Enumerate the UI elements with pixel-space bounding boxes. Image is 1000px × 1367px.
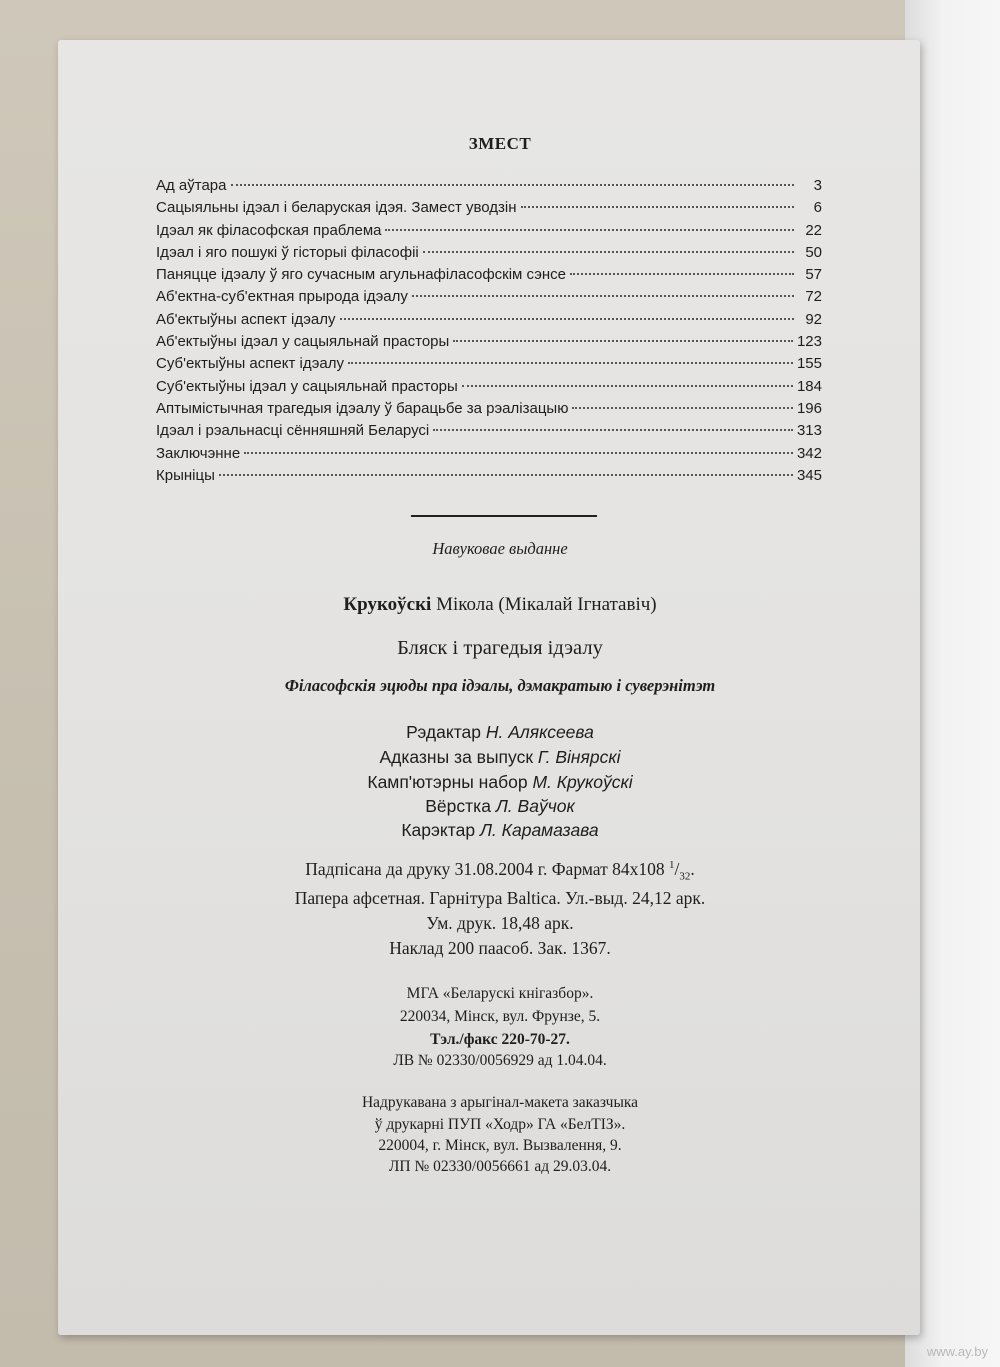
toc-entry-title: Аптымістычная трагедыя ідэалу ў барацьбе за рэалізацыю [156, 399, 569, 417]
credit-role: Адказны за выпуск [379, 747, 533, 767]
credit-responsible [0, 747, 1000, 768]
toc-entry [156, 333, 822, 355]
author-line [0, 594, 1000, 616]
credit-name: Л. Карамазава [479, 820, 599, 840]
toc-entry [156, 400, 822, 422]
toc-leader [231, 184, 795, 186]
toc-leader [453, 340, 793, 342]
toc-entry-page: 22 [805, 221, 822, 239]
toc-entry [156, 288, 822, 310]
toc-entry-page: 342 [796, 444, 822, 462]
imprint-sheets: Ум. друк. 18,48 арк. [426, 913, 574, 933]
toc-entry [156, 467, 822, 489]
toc-leader [462, 385, 793, 387]
toc-entry-title: Аб'ектыўны аспект ідэалу [156, 310, 336, 328]
toc-leader [412, 295, 794, 297]
format-denominator: 32 [679, 870, 691, 883]
toc-leader [570, 273, 794, 275]
format-end: . [690, 859, 695, 879]
printer-line-3: 220004, г. Мінск, вул. Вызвалення, 9. [378, 1137, 622, 1154]
toc-leader [423, 251, 794, 253]
toc-entry-page: 3 [813, 177, 822, 194]
toc-entry-title: Паняцце ідэалу ў яго сучасным агульнафіласофскім сэнсе [156, 266, 566, 284]
toc-entry-page: 184 [796, 377, 822, 395]
site-watermark: www.ay.by [926, 1344, 988, 1359]
credit-role: Рэдактар [406, 722, 481, 742]
toc-entry-page: 313 [796, 422, 822, 440]
toc-entry [156, 266, 822, 288]
credit-editor [0, 722, 1000, 743]
toc-leader [385, 229, 794, 231]
imprint-circulation: Наклад 200 паасоб. Зак. 1367. [389, 938, 611, 958]
toc-entry-title: Крыніцы [156, 466, 215, 484]
toc-entry-title: Ідэал і рэальнасці сённяшняй Беларусі [156, 422, 430, 440]
toc-entry-page: 123 [796, 333, 822, 351]
credit-layout [0, 796, 1000, 817]
toc-entry-title: Суб'ектыўны ідэал у сацыяльнай прасторы [156, 377, 458, 395]
toc-leader [340, 318, 795, 320]
credit-name: Г. Вінярскі [537, 747, 621, 767]
credit-role: Карэктар [401, 820, 476, 840]
toc-entry-page: 57 [805, 266, 822, 284]
credit-role: Камп'ютэрны набор [367, 772, 528, 792]
table-of-contents [156, 177, 822, 489]
toc-entry-page: 155 [796, 355, 822, 373]
toc-entry-title: Суб'ектыўны аспект ідэалу [156, 355, 344, 373]
toc-entry-title: Аб'ектна-суб'ектная прырода ідэалу [156, 288, 408, 306]
publisher-license: ЛВ № 02330/0056929 ад 1.04.04. [393, 1052, 607, 1069]
imprint-signed-text: Падпісана да друку 31.08.2004 г. Фармат 84x108 [305, 859, 665, 879]
toc-entry-page: 72 [805, 288, 822, 306]
format-numerator: 1 [668, 859, 675, 872]
toc-leader [244, 452, 793, 454]
credit-proofreader [0, 820, 1000, 841]
toc-entry-page: 196 [796, 399, 822, 417]
printer-line-1: Надрукавана з арыгінал-макета заказчыка [361, 1094, 639, 1111]
imprint-paper: Папера афсетная. Гарнітура Baltica. Ул.-выд. 24,12 арк. [294, 888, 706, 908]
toc-entry-page: 6 [813, 199, 822, 217]
toc-entry [156, 311, 822, 333]
publisher-phone: Тэл./факс 220-70-27. [430, 1031, 570, 1048]
toc-leader [433, 429, 793, 431]
credit-name: Л. Ваўчок [495, 796, 575, 816]
toc-heading: ЗМЕСТ [468, 134, 532, 153]
toc-entry-title: Сацыяльны ідэал і беларуская ідэя. Замест уводзін [156, 199, 517, 217]
toc-leader [572, 407, 793, 409]
credit-typesetting [0, 772, 1000, 793]
toc-entry [156, 177, 822, 199]
book-title: Бляск і трагедыя ідэалу [397, 637, 603, 659]
author-surname: Крукоўскі [343, 594, 432, 615]
toc-entry [156, 355, 822, 377]
credit-role: Вёрстка [425, 796, 491, 816]
toc-entry [156, 199, 822, 221]
toc-leader [521, 206, 794, 208]
toc-entry-title: Заключэнне [156, 444, 241, 462]
publisher-address: 220034, Мінск, вул. Фрунзе, 5. [399, 1008, 601, 1025]
toc-entry-page: 345 [796, 466, 822, 484]
format-separator: / [674, 859, 680, 879]
publisher-name: МГА «Беларускі кнігазбор». [406, 985, 594, 1002]
toc-entry [156, 422, 822, 444]
toc-entry-page: 92 [805, 310, 822, 328]
credit-name: Н. Аляксеева [485, 722, 594, 742]
imprint-signed [0, 859, 1000, 883]
credit-name: М. Крукоўскі [532, 772, 633, 792]
divider-line [411, 515, 597, 517]
toc-entry-title: Ад аўтара [156, 177, 227, 194]
edition-type: Навуковае выданне [432, 539, 568, 558]
toc-entry-title: Ідэал як філасофская праблема [156, 221, 382, 239]
toc-entry [156, 378, 822, 400]
toc-entry-title: Ідэал і яго пошукі ў гісторыі філасофіі [156, 243, 419, 261]
author-name: Мікола (Мікалай Ігнатавіч) [436, 594, 657, 615]
printer-line-2: ў друкарні ПУП «Ходр» ГА «БелТІЗ». [374, 1116, 626, 1133]
printer-line-4: ЛП № 02330/0056661 ад 29.03.04. [388, 1158, 612, 1175]
toc-entry [156, 445, 822, 467]
toc-entry [156, 244, 822, 266]
toc-entry-title: Аб'ектыўны ідэал у сацыяльнай прасторы [156, 333, 450, 351]
toc-entry-page: 50 [805, 243, 822, 261]
toc-leader [348, 362, 793, 364]
toc-leader [219, 474, 793, 476]
book-subtitle: Філасофскія эцюды пра ідэалы, дэмакратыю і суверэнітэт [284, 676, 716, 695]
toc-entry [156, 222, 822, 244]
